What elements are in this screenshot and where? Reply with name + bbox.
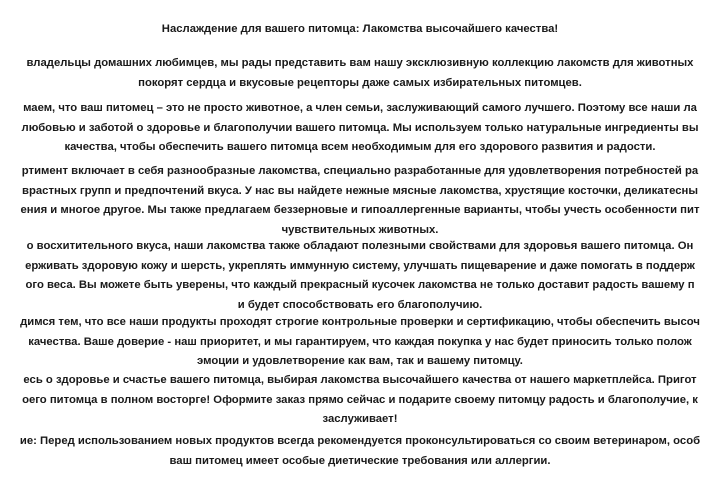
paragraph-assortment [0,162,720,240]
paragraph-line: о восхитительного вкуса, наши лакомства также обладают полезными свойствами для здоровья вашего питомца. Он [26,240,694,252]
paragraph-line: чувствительных животных. [281,223,439,236]
paragraph-line: маем, что ваш питомец – это не просто животное, а член семьи, заслуживающий самого лучшего. Поэтому все наши ла [23,102,697,114]
document-title [0,20,720,40]
paragraph-line: ртимент включает в себя разнообразные лакомства, специально разработанные для удовлетворения потребностей ра [21,165,699,177]
paragraph-line: оего питомца в полном восторге! Оформите заказ прямо сейчас и подарите своему питомцу радость и благополучие, к [22,393,698,406]
paragraph-benefits [0,237,720,315]
paragraph-line: ого веса. Вы можете быть уверены, что каждый прекрасный кусочек лакомства не только доставит радость вашему п [25,279,695,292]
paragraph-line: владельцы домашних любимцев, мы рады представить вам нашу эксклюзивную коллекцию лакомств для животных [26,57,694,69]
paragraph-line: и будет способствовать его благополучию. [237,298,483,311]
paragraph-quality [0,313,720,372]
paragraph-line: ваш питомец имеет особые диетические требования или аллергии. [169,454,551,467]
paragraph-line: врастных групп и предпочтений вкуса. У нас вы найдете нежные мясные лакомства, хрустящие косточки, деликатесны [22,184,698,197]
paragraph-line: качества, чтобы обеспечить вашего питомца всем необходимым для его здорового развития и радости. [64,141,656,154]
paragraph-line: заслуживает! [322,413,398,426]
paragraph-call-to-action [0,371,720,430]
paragraph-line: эмоции и удовлетворение как вам, так и вашему питомцу. [197,355,523,368]
paragraph-intro [0,54,720,93]
title-line: Наслаждение для вашего питомца: Лакомства высочайшего качества! [161,23,559,35]
paragraph-line: покорят сердца и вкусовые рецепторы даже самых избирательных питомцев. [138,76,582,89]
paragraph-line: ерживать здоровую кожу и шерсть, укреплять иммунную систему, улучшать пищеварение и даже помогать в поддерж [25,259,695,272]
paragraph-line: есь о здоровье и счастье вашего питомца, выбирая лакомства высочайшего качества от нашего маркетплейса. Пригот [23,374,697,386]
paragraph-line: любовью и заботой о здоровье и благополучии вашего питомца. Мы используем только натуральные ингредиенты вы [21,121,699,134]
paragraph-line: ие: Перед использованием новых продуктов всегда рекомендуется проконсультироваться со своим ветеринаром, особ [19,435,701,447]
paragraph-line: качества. Ваше доверие - наш приоритет, и мы гарантируем, что каждая покупка у нас будет приносить только полож [28,335,692,348]
paragraph-line: ения и многое другое. Мы также предлагаем беззерновые и гипоаллергенные варианты, чтобы учесть особенности пит [20,204,700,217]
paragraph-family [0,99,720,158]
paragraph-line: димся тем, что все наши продукты проходят строгие контрольные проверки и сертификацию, чтобы обеспечить высоч [20,316,700,328]
paragraph-note [0,432,720,471]
